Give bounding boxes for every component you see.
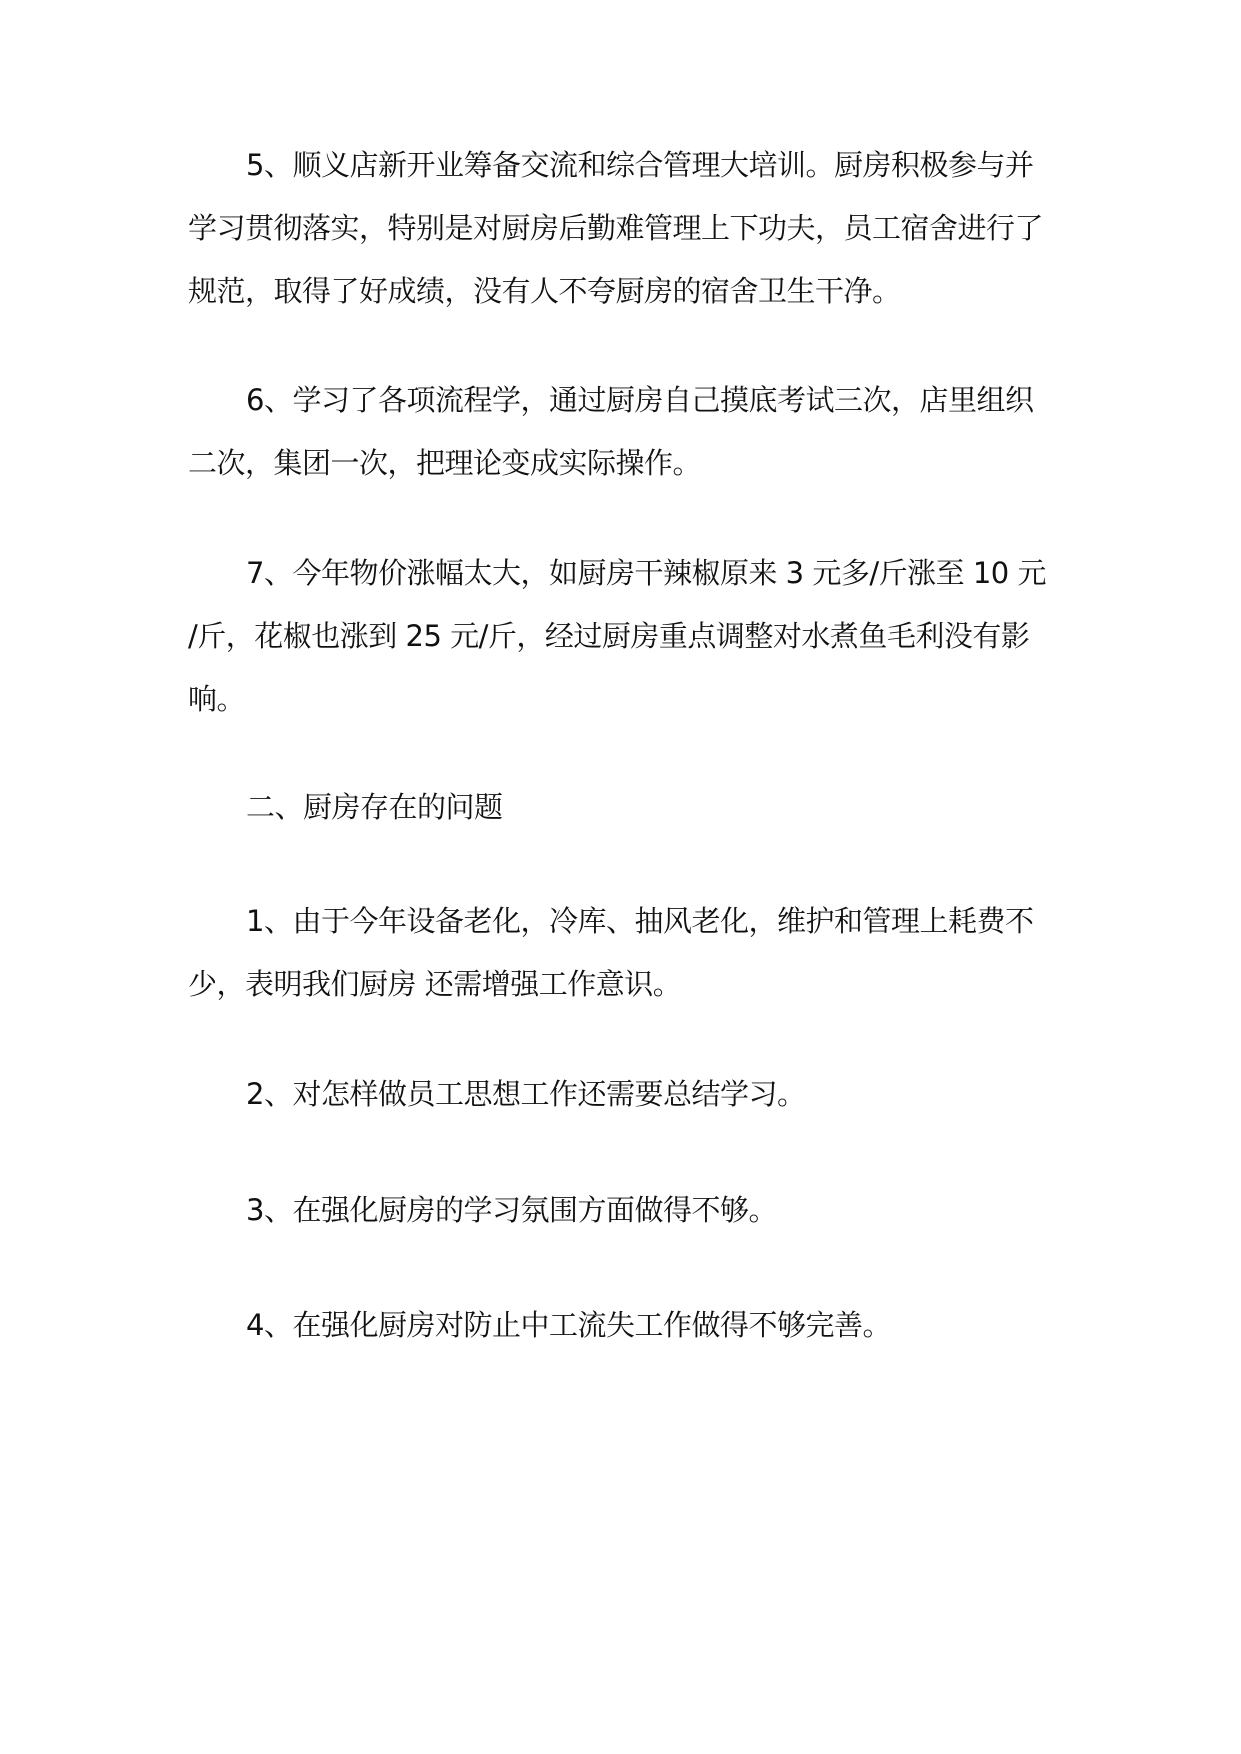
paragraph-line: 4、在强化厨房对防止中工流失工作做得不够完善。 [246,1308,891,1342]
paragraph-line: 学习贯彻落实，特别是对厨房后勤难管理上下功夫，员工宿舍进行了 [188,211,1044,245]
problem-item-4 [188,1294,1070,1357]
paragraph-line: 响。 [188,682,246,716]
problem-item-1 [188,890,1070,1016]
paragraph-item-5 [188,134,1070,323]
problem-item-3 [188,1179,1070,1242]
paragraph-line: 二次，集团一次，把理论变成实际操作。 [188,446,702,480]
paragraph-line: 2、对怎样做员工思想工作还需要总结学习。 [246,1077,806,1111]
paragraph-line: 规范，取得了好成绩，没有人不夸厨房的宿舍卫生干净。 [188,274,901,308]
problem-item-2 [188,1063,1070,1126]
paragraph-item-6 [188,369,1070,495]
paragraph-line: 1、由于今年设备老化，冷库、抽风老化，维护和管理上耗费不 [246,904,1034,938]
paragraph-item-7 [188,542,1070,731]
paragraph-line: 少，表明我们厨房 还需增强工作意识。 [188,967,682,1001]
paragraph-line: 3、在强化厨房的学习氛围方面做得不够。 [246,1193,777,1227]
paragraph-line: 6、学习了各项流程学，通过厨房自己摸底考试三次，店里组织 [246,383,1034,417]
paragraph-line: 5、顺义店新开业筹备交流和综合管理大培训。厨房积极参与并 [246,148,1034,182]
section-heading-problems [188,776,1070,839]
heading-line: 二、厨房存在的问题 [246,790,503,824]
paragraph-line: /斤，花椒也涨到 25 元/斤，经过厨房重点调整对水煮鱼毛利没有影 [188,619,1030,653]
paragraph-line: 7、今年物价涨幅太大，如厨房干辣椒原来 3 元多/斤涨至 10 元 [246,556,1046,590]
